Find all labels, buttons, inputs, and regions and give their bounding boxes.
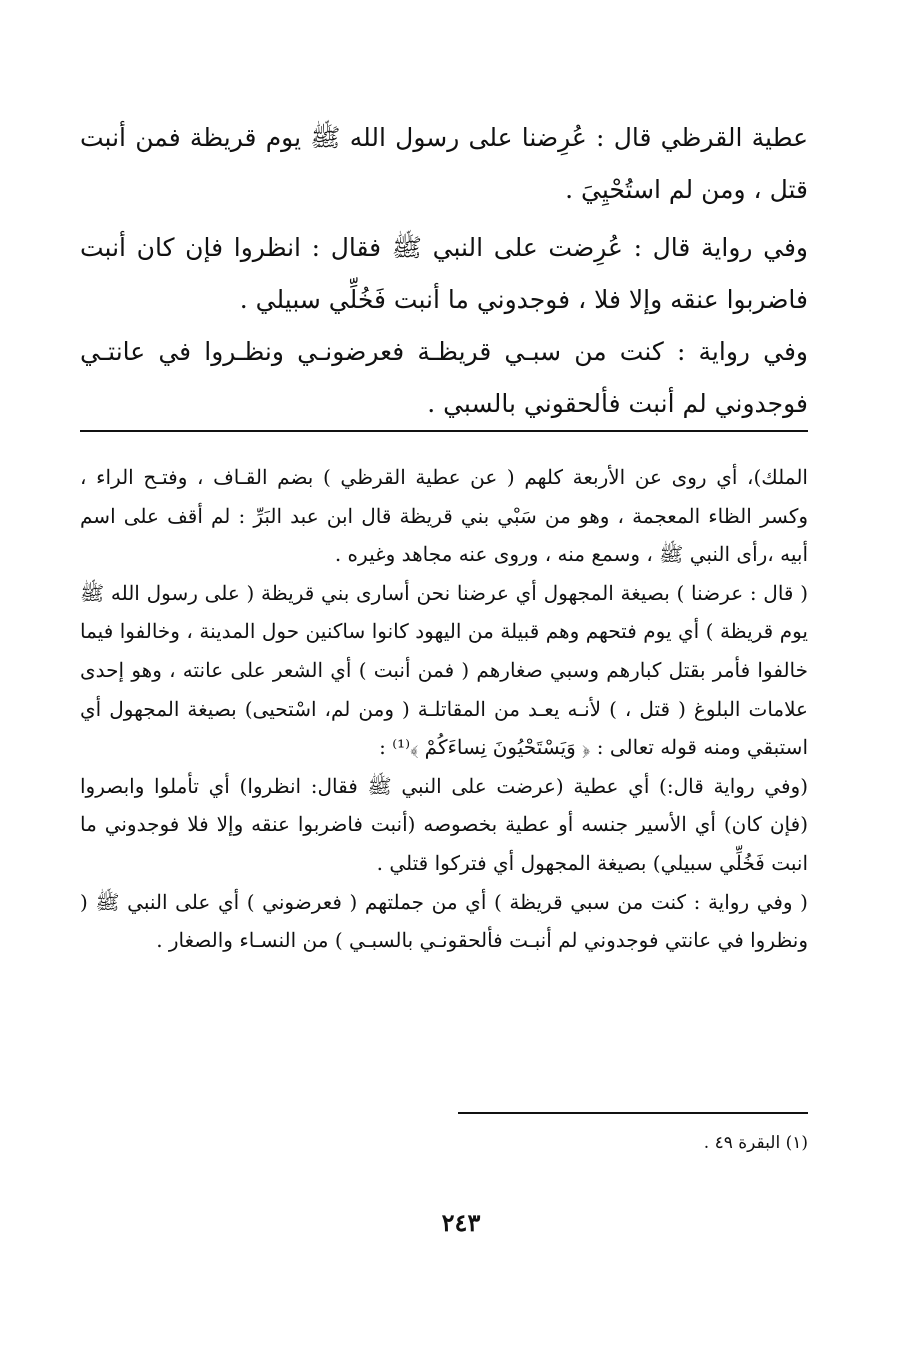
commentary-paragraph: الملك)، أي روى عن الأربعة كلهم ( عن عطية القرظي ) بضم القـاف ، وفتـح الراء ، وكسر الظاء المعجمة ، وهو من سَبْي بني قريظة قال ابن عبد البَرِّ : لم أقف على اسم أبيه ،رأى النبي ﷺ ، وسمع منه ، وروى عنه مجاهد وغيره . — [80, 465, 808, 567]
page-number: ٢٤٣ — [441, 1208, 481, 1237]
commentary-paragraph: (وفي رواية قال:) أي عطية (عرضت على النبي ﷺ فقال: انظروا) أي تأملوا وابصروا (فإن كان) أي الأسير جنسه أو عطية بخصوصه (أنبت فاضربوا عنقه وإلا فلا فوجدوني ما انبت فَخُلِّي سبيلي) بصيغة المجهول أي فتركوا قتلي . — [80, 773, 808, 875]
commentary-text — [80, 458, 808, 960]
main-paragraph: وفي رواية : كنت من سبـي قريظـة فعرضونـي ونظـروا في عانتـي فوجدوني لم أنبت فألحقوني بالسبي . — [80, 337, 808, 418]
commentary-paragraph: ( قال : عرضنا ) بصيغة المجهول أي عرضنا نحن أسارى بني قريظة ( على رسول الله ﷺ يوم قريظة ) أي يوم فتحهم وهم قبيلة من اليهود كانوا ساكنين حول المدينة ، وخالفوا فيما خالفوا فأمر بقتل كبارهم وسبي صغارهم ( فمن أنبت ) أي الشعر على عانته ، وهو إحدى علامات البلوغ ( قتل ، ) لأنـه يعـد من المقاتلـة ( ومن لم، اسْتحيى) بصيغة المجهول أي استبقي ومنه قوله تعالى : ﴿ وَيَسْتَحْيُونَ نِساءَكُمْ ﴾⁽¹⁾ : — [80, 580, 808, 760]
commentary-paragraph: ( وفي رواية : كنت من سبي قريظة ) أي من جملتهم ( فعرضوني ) أي على النبي ﷺ ( ونظروا في عانتي فوجدوني لم أنبـت فألحقونـي بالسبـي ) من النسـاء والصغار . — [80, 889, 808, 953]
footnote-divider — [458, 1112, 808, 1114]
section-divider — [80, 430, 808, 432]
main-text — [80, 112, 808, 430]
footnote: (١) البقرة ٤٩ . — [703, 1133, 808, 1153]
main-paragraph: وفي رواية قال : عُرِضت على النبي ﷺ فقال : انظروا فإن كان أنبت فاضربوا عنقه وإلا فلا ، فوجدوني ما أنبت فَخُلِّي سبيلي . — [80, 233, 808, 314]
main-paragraph: عطية القرظي قال : عُرِضنا على رسول الله ﷺ يوم قريظة فمن أنبت قتل ، ومن لم استُحْيِيَ . — [80, 123, 808, 204]
